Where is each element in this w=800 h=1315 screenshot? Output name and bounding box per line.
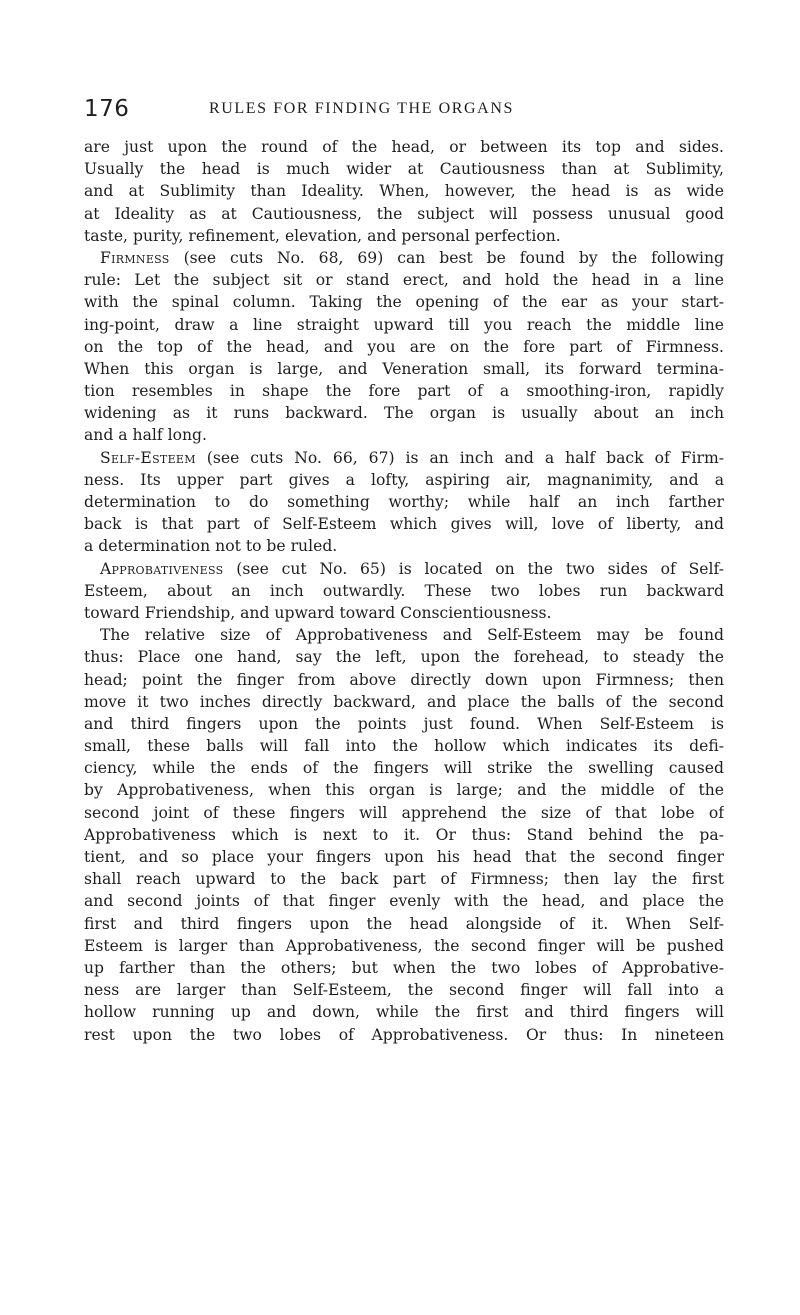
line-text: small, these balls will fall into the hollow which indicates its defi-: [84, 737, 724, 756]
page-number: 176: [84, 96, 130, 122]
line-text: (see cut No. 65) is located on the two sides of Self-: [223, 559, 724, 578]
text-line: [84, 779, 724, 801]
text-line: [84, 336, 724, 358]
line-text: Esteem, about an inch outwardly. These two lobes run backward: [84, 581, 724, 600]
text-line: [84, 513, 724, 535]
body-text: [84, 136, 724, 1046]
text-line: [84, 469, 724, 491]
text-line: [84, 424, 724, 446]
line-text: ness are larger than Self-Esteem, the second finger will fall into a: [84, 981, 724, 1000]
line-text: Esteem is larger than Approbativeness, the second finger will be pushed: [84, 936, 724, 955]
text-line: [84, 735, 724, 757]
section-keyword: Firmness: [100, 248, 170, 267]
page-header: [84, 96, 724, 126]
line-text: ciency, while the ends of the fingers will strike the swelling caused: [84, 759, 724, 778]
text-line: [84, 225, 724, 247]
text-line: [84, 846, 724, 868]
line-text: toward Friendship, and upward toward Conscientiousness.: [84, 603, 552, 622]
text-line: [84, 935, 724, 957]
line-text: (see cuts No. 68, 69) can best be found by the following: [169, 248, 724, 267]
text-line: [84, 713, 724, 735]
text-line: [84, 957, 724, 979]
text-line: [84, 358, 724, 380]
line-text: and third fingers upon the points just found. When Self-Esteem is: [84, 714, 724, 733]
section-keyword: Self-Esteem: [100, 448, 196, 467]
text-line: [84, 602, 724, 624]
line-text: rule: Let the subject sit or stand erect, and hold the head in a line: [84, 271, 724, 290]
text-line: [84, 180, 724, 202]
line-text: Approbativeness which is next to it. Or thus: Stand behind the pa-: [84, 825, 724, 844]
text-line: [84, 624, 724, 646]
line-text: taste, purity, refinement, elevation, and personal perfection.: [84, 226, 561, 245]
text-line: [84, 447, 724, 469]
line-text: move it two inches directly backward, and place the balls of the second: [84, 692, 724, 711]
line-text: The relative size of Approbativeness and Self-Esteem may be found: [100, 626, 724, 645]
text-line: [84, 802, 724, 824]
text-line: [84, 380, 724, 402]
line-text: head; point the finger from above directly down upon Firmness; then: [84, 670, 724, 689]
text-line: [84, 1001, 724, 1023]
text-line: [84, 136, 724, 158]
line-text: tion resembles in shape the fore part of a smoothing-iron, rapidly: [84, 382, 724, 401]
line-text: second joint of these fingers will apprehend the size of that lobe of: [84, 803, 724, 822]
line-text: rest upon the two lobes of Approbativeness. Or thus: In nineteen: [84, 1025, 724, 1044]
text-line: [84, 868, 724, 890]
line-text: shall reach upward to the back part of Firmness; then lay the first: [84, 870, 724, 889]
text-line: [84, 491, 724, 513]
text-line: [84, 558, 724, 580]
line-text: at Ideality as at Cautiousness, the subject will possess unusual good: [84, 204, 724, 223]
line-text: determination to do something worthy; while half an inch farther: [84, 493, 724, 511]
text-line: [84, 203, 724, 225]
text-line: [84, 757, 724, 779]
text-line: [84, 824, 724, 846]
text-line: [84, 158, 724, 180]
line-text: widening as it runs backward. The organ is usually about an inch: [84, 404, 724, 423]
section-keyword: Approbativeness: [100, 559, 224, 578]
line-text: on the top of the head, and you are on the fore part of Firmness.: [84, 337, 724, 356]
line-text: first and third fingers upon the head alongside of it. When Self-: [84, 914, 724, 933]
text-line: [84, 314, 724, 336]
line-text: up farther than the others; but when the two lobes of Approbative-: [84, 958, 724, 977]
text-line: [84, 979, 724, 1001]
line-text: (see cuts No. 66, 67) is an inch and a half back of Firm-: [195, 448, 724, 467]
line-text: ness. Its upper part gives a lofty, aspiring air, magnanimity, and a: [84, 470, 724, 489]
line-text: are just upon the round of the head, or between its top and sides.: [84, 138, 724, 156]
line-text: hollow running up and down, while the first and third fingers will: [84, 1003, 724, 1022]
text-line: [84, 1024, 724, 1046]
line-text: ing-point, draw a line straight upward till you reach the middle line: [84, 315, 724, 334]
line-text: back is that part of Self-Esteem which gives will, love of liberty, and: [84, 515, 724, 534]
text-line: [84, 402, 724, 424]
line-text: and at Sublimity than Ideality. When, however, the head is as wide: [84, 182, 724, 201]
text-line: [84, 247, 724, 269]
line-text: with the spinal column. Taking the opening of the ear as your start-: [84, 293, 724, 312]
text-line: [84, 669, 724, 691]
text-line: [84, 269, 724, 291]
line-text: tient, and so place your fingers upon his head that the second finger: [84, 848, 724, 866]
text-line: [84, 691, 724, 713]
line-text: and second joints of that finger evenly with the head, and place the: [84, 892, 724, 911]
text-line: [84, 890, 724, 912]
line-text: thus: Place one hand, say the left, upon the forehead, to steady the: [84, 648, 724, 667]
text-line: [84, 291, 724, 313]
text-line: [84, 913, 724, 935]
line-text: by Approbativeness, when this organ is large; and the middle of the: [84, 781, 724, 800]
line-text: When this organ is large, and Veneration small, its forward termina-: [84, 359, 724, 378]
text-line: [84, 646, 724, 668]
running-head: RULES FOR FINDING THE ORGANS: [209, 100, 514, 117]
line-text: Usually the head is much wider at Cautiousness than at Sublimity,: [84, 160, 724, 179]
text-line: [84, 580, 724, 602]
line-text: and a half long.: [84, 426, 207, 445]
text-line: [84, 535, 724, 557]
line-text: a determination not to be ruled.: [84, 537, 338, 556]
